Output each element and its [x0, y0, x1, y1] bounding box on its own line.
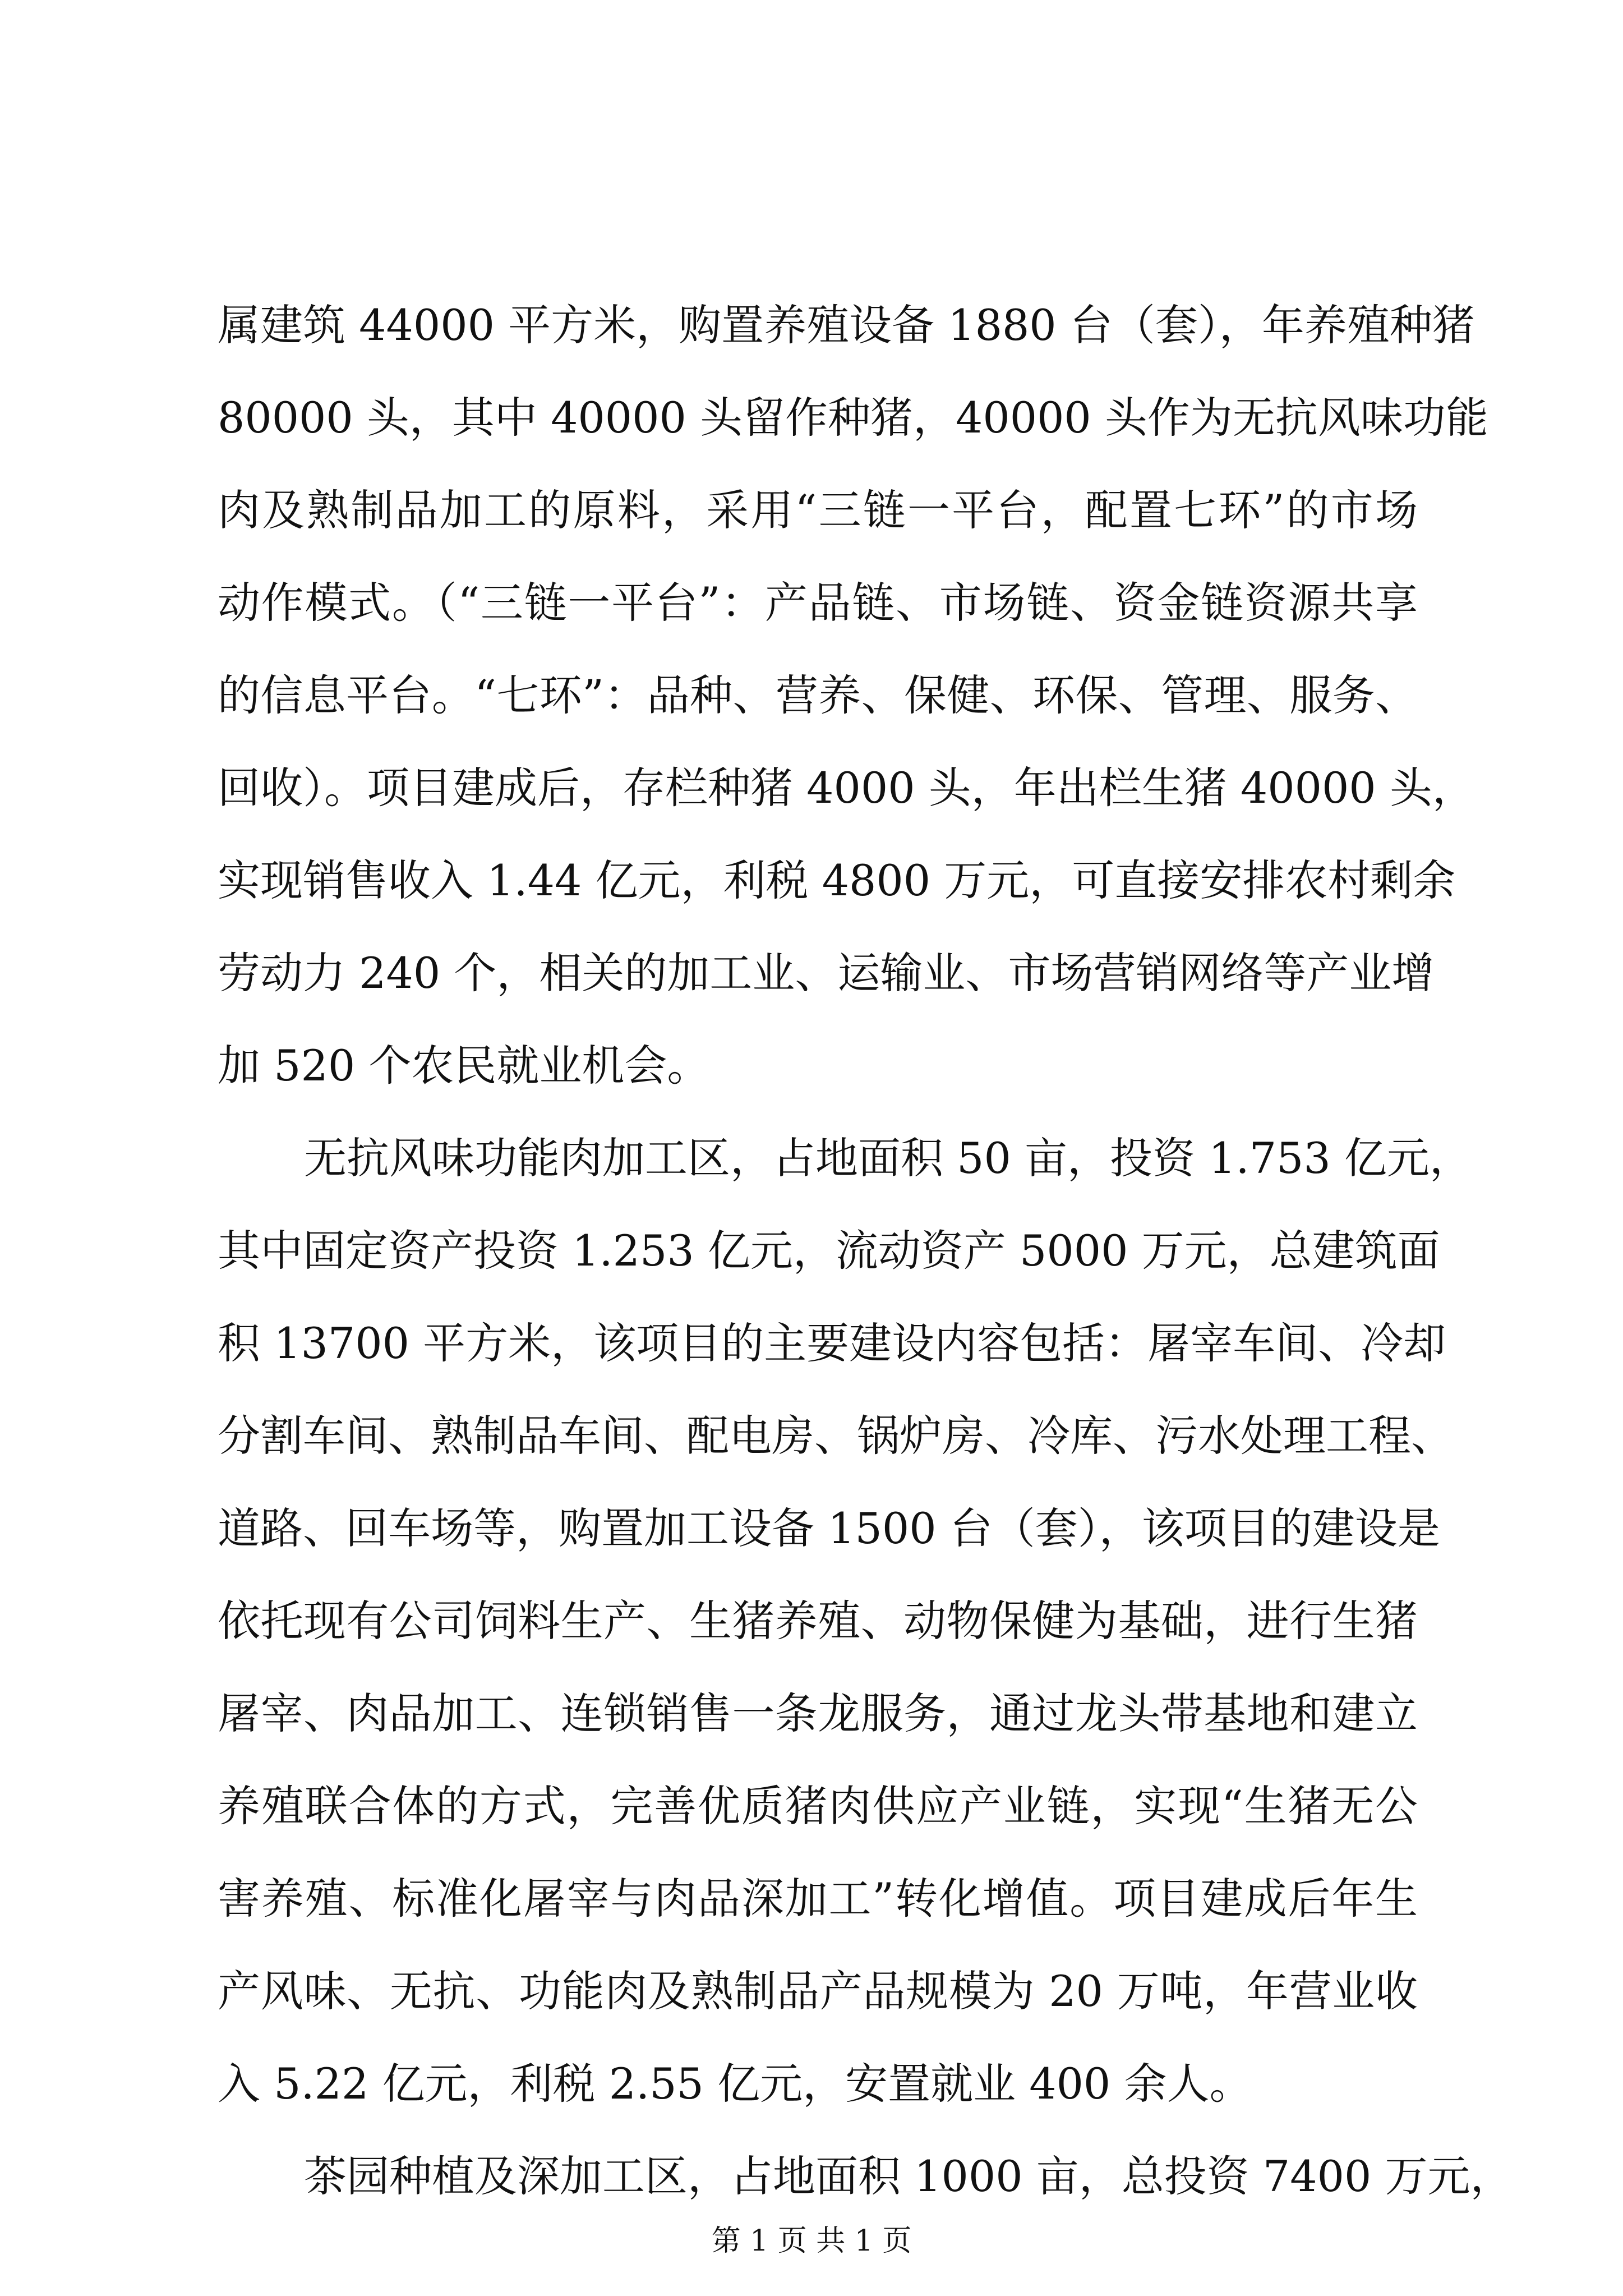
- text-line: 肉及熟制品加工的原料，采用“三链一平台，配置七环”的市场: [218, 485, 1418, 535]
- text-line: 动作模式。（“三链一平台”：产品链、市场链、资金链资源共享: [218, 578, 1418, 628]
- text-line: 入 5.22 亿元，利税 2.55 亿元，安置就业 400 余人。: [218, 2059, 1252, 2109]
- text-line: 害养殖、标准化屠宰与肉品深加工”转化增值。项目建成后年生: [218, 1874, 1418, 1924]
- text-line: 劳动力 240 个，相关的加工业、运输业、市场营销网络等产业增: [218, 948, 1435, 998]
- text-line: 道路、回车场等，购置加工设备 1500 台（套），该项目的建设是: [218, 1503, 1440, 1553]
- text-line: 的信息平台。“七环”：品种、营养、保健、环保、管理、服务、: [218, 670, 1418, 720]
- text-line: 屠宰、肉品加工、连锁销售一条龙服务，通过龙头带基地和建立: [218, 1688, 1418, 1738]
- page-number-footer: 第 1 页 共 1 页: [711, 2224, 912, 2258]
- text-line: 分割车间、熟制品车间、配电房、锅炉房、冷库、污水处理工程、: [218, 1411, 1454, 1461]
- text-line: 茶园种植及深加工区，占地面积 1000 亩，总投资 7400 万元，: [304, 2151, 1513, 2201]
- text-line: 积 13700 平方米，该项目的主要建设内容包括：屠宰车间、冷却: [218, 1318, 1446, 1368]
- text-line: 养殖联合体的方式，完善优质猪肉供应产业链，实现“生猪无公: [218, 1781, 1418, 1831]
- text-line: 其中固定资产投资 1.253 亿元，流动资产 5000 万元，总建筑面: [218, 1226, 1440, 1276]
- text-line: 加 520 个农民就业机会。: [218, 1041, 710, 1091]
- text-line: 实现销售收入 1.44 亿元，利税 4800 万元，可直接安排农村剩余: [218, 855, 1456, 905]
- text-line: 产风味、无抗、功能肉及熟制品产品规模为 20 万吨，年营业收: [218, 1966, 1418, 2016]
- text-line: 依托现有公司饲料生产、生猪养殖、动物保健为基础，进行生猪: [218, 1596, 1418, 1646]
- text-line: 无抗风味功能肉加工区，占地面积 50 亩，投资 1.753 亿元，: [304, 1133, 1472, 1183]
- text-line: 80000 头，其中 40000 头留作种猪，40000 头作为无抗风味功能: [218, 393, 1488, 443]
- text-line: 回收）。项目建成后，存栏种猪 4000 头，年出栏生猪 40000 头，: [218, 763, 1475, 813]
- text-line: 属建筑 44000 平方米，购置养殖设备 1880 台（套），年养殖种猪: [218, 300, 1475, 350]
